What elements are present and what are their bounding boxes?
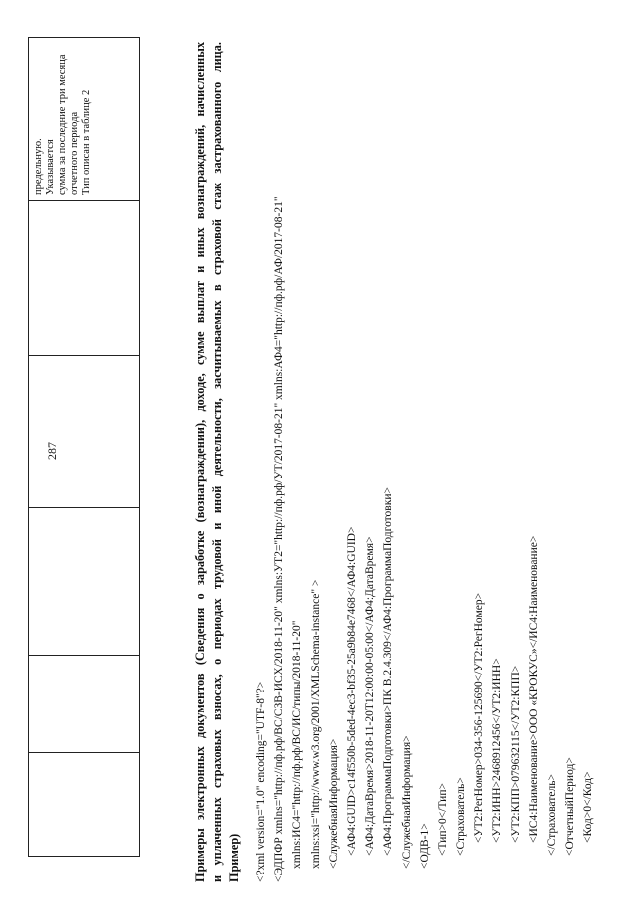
page-number: 287: [45, 442, 59, 460]
xml-listing: [252, 22, 598, 882]
heading-line: и уплаченных страховых взносах, о периодах трудовой и иной деятельности, засчитываемых в страховой стаж застрахованного лица.: [210, 42, 224, 882]
xml-line: xmlns:ИС4="http://пф.рф/ВС/ИС/типы/2018-11-20": [291, 620, 304, 869]
table-column-divider: [29, 507, 139, 508]
rotated-page-content: [20, 22, 620, 882]
table-cell-description: [33, 37, 93, 195]
xml-line: <УТ2:КПП>079632115</УТ2:КПП>: [509, 665, 522, 843]
table-column-divider: [29, 655, 139, 656]
xml-line: <ИС4:Наименование>ООО «КРОКУС»</ИС4:Наименование>: [527, 535, 540, 843]
xml-line: <АФ4:ПрограммаПодготовки>ПК В.2.4.309</АФ4:ПрограммаПодготовки>: [382, 487, 395, 856]
xml-line: <СлужебнаяИнформация>: [327, 738, 340, 869]
table-column-divider: [29, 752, 139, 753]
xml-line: <УТ2:РегНомер>034-356-125690</УТ2:РегНомер>: [473, 592, 486, 843]
xml-line: <ОДВ-1>: [418, 823, 431, 869]
table-cell-line: Тип описан в таблице 2: [81, 89, 92, 195]
xml-line: <УТ2:ИНН>2468912456</УТ2:ИНН>: [491, 658, 504, 843]
xml-line: <ОтчетныйПериод>: [564, 757, 577, 856]
xml-line: <Тип>0</Тип>: [436, 783, 449, 856]
table-column-divider: [29, 355, 139, 356]
table-cell-line: Указывается: [45, 139, 56, 195]
section-heading: [192, 42, 243, 882]
heading-line: Примеры электронных документов (Сведения о заработке (вознаграждении), доходе, сумме выплат и иных вознаграждений, начисленных: [193, 42, 207, 882]
xml-line: <АФ4:GUID>c14f550b-5ded-4ec3-bf35-25a9b84e7468</АФ4:GUID>: [345, 526, 358, 856]
xml-line: <АФ4:ДатаВремя>2018-11-20T12:00:00-05:00</АФ4:ДатаВремя>: [364, 536, 377, 856]
table-column-divider: [29, 200, 139, 201]
xml-line: </Страхователь>: [546, 774, 558, 856]
xml-line: <Страхователь>: [455, 777, 468, 856]
xml-line: <Код>0</Код>: [582, 771, 595, 843]
xml-line: <ЭДПФР xmlns="http://пф.рф/ВС/СЗВ-ИСХ/2018-11-20" xmlns:УТ2="http://пф.рф/УТ/2017-08-21" xmlns:АФ4="http://пф.рф/АФ/2017-08-21": [273, 196, 286, 882]
table-fragment: [28, 37, 140, 857]
xml-line: </СлужебнаяИнформация>: [400, 735, 413, 869]
table-cell-line: отчетного периода: [69, 111, 80, 195]
heading-line: Пример): [227, 833, 241, 882]
table-cell-line: сумма за последние три месяца: [57, 54, 68, 195]
xml-line: <?xml version="1.0" encoding="UTF-8"?>: [255, 681, 267, 882]
table-cell-line: предельную.: [33, 138, 44, 195]
xml-line: xmlns:xsi="http://www.w3.org/2001/XMLSchema-instance" >: [309, 579, 322, 869]
